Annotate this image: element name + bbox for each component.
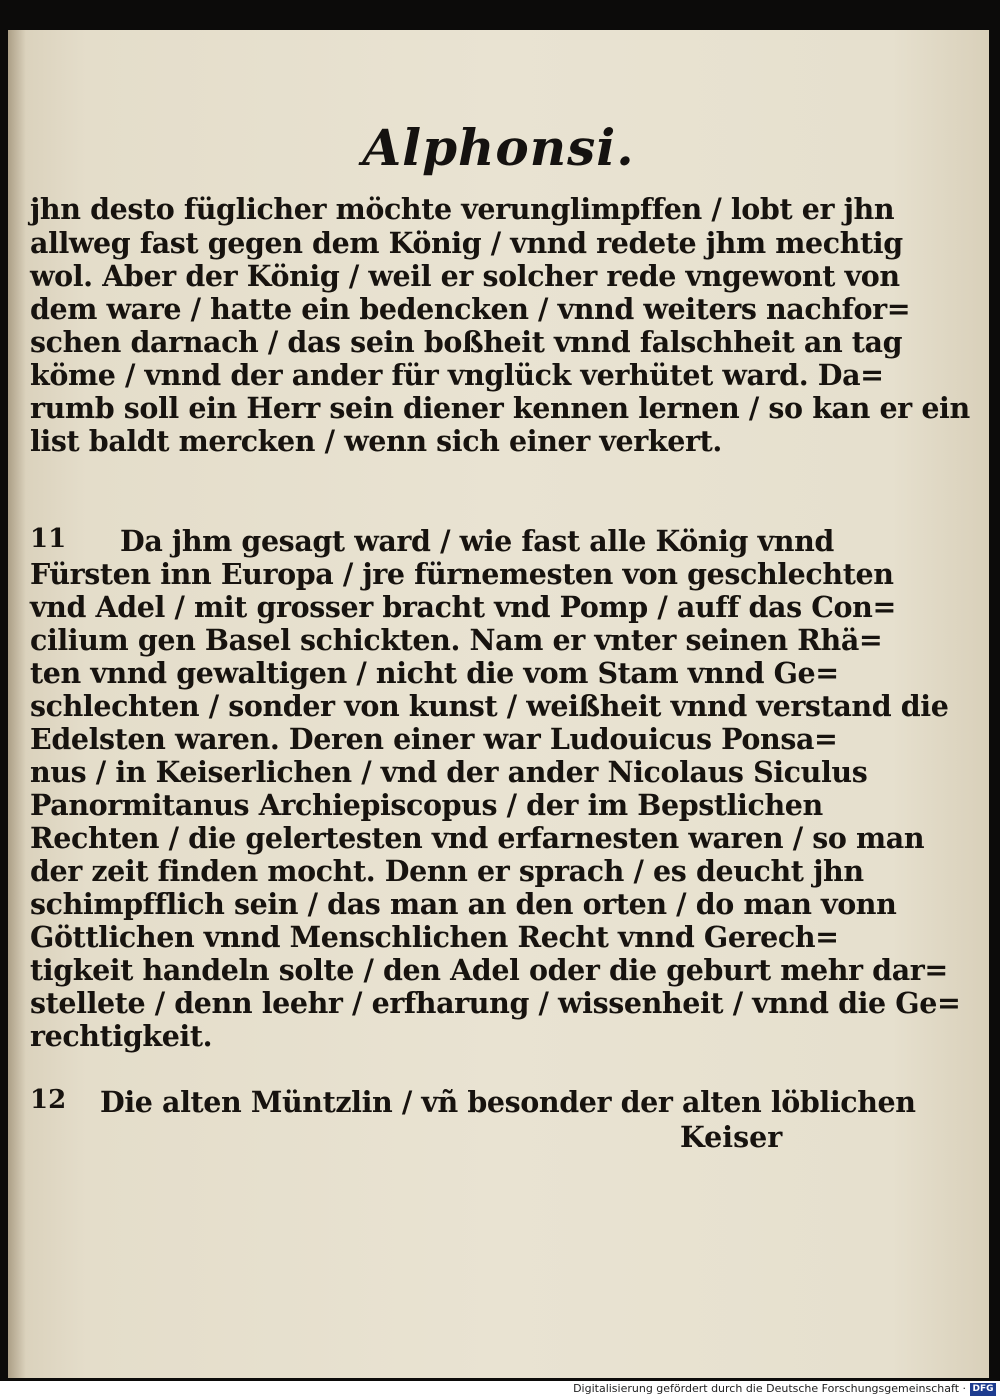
text-line: dem ware / hatte ein bedencken / vnnd weiters nachfor= (30, 292, 911, 326)
text-line: wol. Aber der König / weil er solcher rede vngewont von (30, 259, 900, 293)
text-line: Rechten / die gelertesten vnd erfarnesten waren / so man (30, 821, 925, 855)
text-line: cilium gen Basel schickten. Nam er vnter seinen Rhä= (30, 623, 883, 657)
text-line: Edelsten waren. Deren einer war Ludouicus Ponsa= (30, 722, 838, 756)
catchword: Keiser (680, 1120, 783, 1154)
text-line: Fürsten inn Europa / jre fürnemesten von geschlechten (30, 557, 894, 591)
text-line: der zeit finden mocht. Denn er sprach / es deucht jhn (30, 854, 864, 888)
text-line: schlechten / sonder von kunst / weißheit vnnd verstand die (30, 689, 949, 723)
text-line: jhn desto füglicher möchte verunglimpffen / lobt er jhn (30, 192, 895, 226)
text-line: rumb soll ein Herr sein diener kennen lernen / so kan er ein (30, 391, 970, 425)
text-line: köme / vnnd der ander für vnglück verhütet ward. Da= (30, 358, 884, 392)
text-line: Panormitanus Archiepiscopus / der im Bepstlichen (30, 788, 823, 822)
text-line: tigkeit handeln solte / den Adel oder die geburt mehr dar= (30, 953, 948, 987)
text-line: schimpfflich sein / das man an den orten / do man vonn (30, 887, 897, 921)
text-line: Die alten Müntzlin / vñ besonder der alten löblichen (100, 1085, 916, 1119)
text-line: Göttlichen vnnd Menschlichen Recht vnnd Gerech= (30, 920, 839, 954)
book-page (8, 30, 989, 1378)
funding-notice: Digitalisierung gefördert durch die Deutsche Forschungsgemeinschaft · (573, 1382, 966, 1395)
section-number: 11 (30, 524, 67, 554)
text-line: ten vnnd gewaltigen / nicht die vom Stam vnnd Ge= (30, 656, 839, 690)
text-line: vnd Adel / mit grosser bracht vnd Pomp / auff das Con= (30, 590, 896, 624)
text-line: stellete / denn leehr / erfharung / wissenheit / vnnd die Ge= (30, 986, 961, 1020)
text-line: list baldt mercken / wenn sich einer verkert. (30, 424, 722, 458)
text-line: allweg fast gegen dem König / vnnd redete jhm mechtig (30, 226, 903, 260)
running-header: Alphonsi. (362, 118, 635, 177)
dfg-logo: DFG (970, 1383, 996, 1396)
text-line: rechtigkeit. (30, 1019, 213, 1053)
text-line: schen darnach / das sein boßheit vnnd falschheit an tag (30, 325, 903, 359)
text-line: Da jhm gesagt ward / wie fast alle König vnnd (120, 524, 834, 558)
text-line: nus / in Keiserlichen / vnd der ander Nicolaus Siculus (30, 755, 868, 789)
section-number: 12 (30, 1085, 67, 1115)
